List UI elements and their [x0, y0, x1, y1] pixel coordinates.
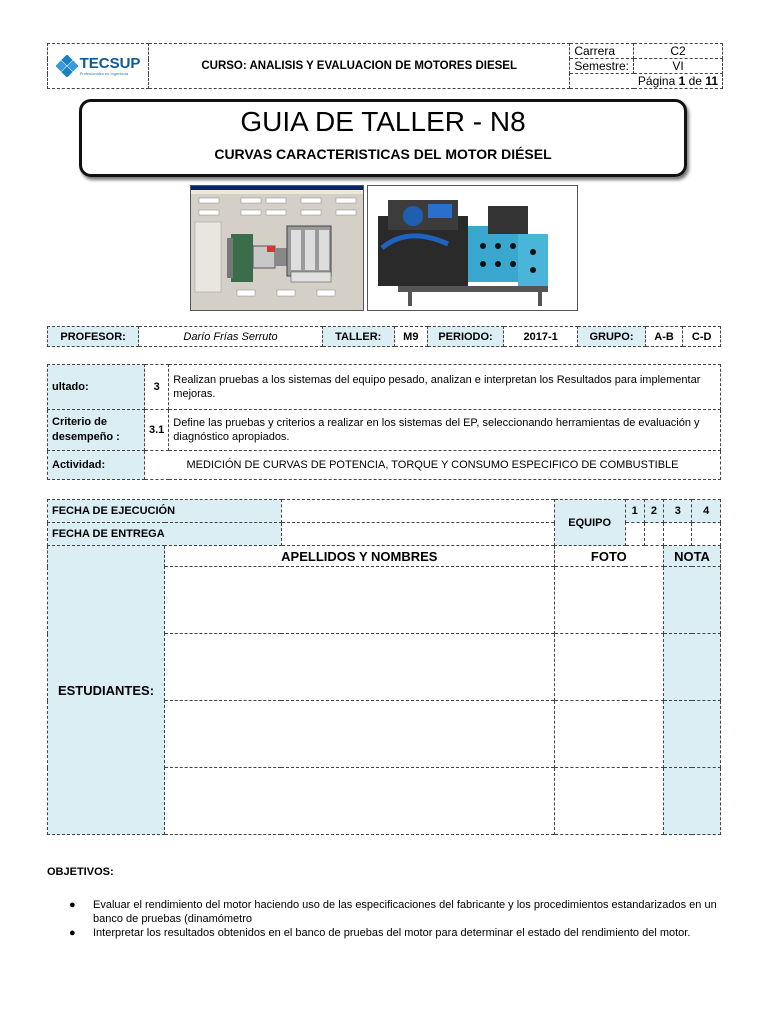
equipo-num-1: 1: [625, 500, 644, 523]
logo-tagline: Profesionales en Ingeniería: [79, 71, 129, 76]
student-photo-1[interactable]: [554, 567, 663, 634]
student-grade-1[interactable]: [664, 567, 721, 634]
resultado-label: ultado:: [48, 365, 145, 410]
objective-text-1: Evaluar el rendimiento del motor haciendo uso de las especificaciones del fabricante y los procedimientos estandarizados en un banco de pruebas (dinamómetro: [93, 899, 717, 925]
bullet-icon: ●: [69, 899, 76, 911]
logo-mark-icon: [56, 55, 78, 77]
profesor-value: Darío Frías Serruto: [139, 327, 323, 347]
actividad-label: Actividad:: [48, 451, 145, 480]
page-mid: de: [685, 74, 706, 88]
resultado-number: 3: [145, 365, 169, 410]
student-name-4[interactable]: [165, 768, 555, 835]
fecha-ejecucion-label: FECHA DE EJECUCIÓN: [48, 500, 282, 523]
equipo-check-1[interactable]: [625, 523, 644, 546]
tecsup-logo: [52, 55, 144, 77]
logo-text: TECSUP: [79, 55, 141, 72]
carrera-label: Carrera: [570, 44, 634, 59]
guide-subtitle: CURVAS CARACTERISTICAS DEL MOTOR DIÉSEL: [214, 146, 552, 162]
periodo-value: 2017-1: [504, 327, 578, 347]
equipo-check-3[interactable]: [664, 523, 692, 546]
student-photo-3[interactable]: [554, 701, 663, 768]
carrera-value: C2: [634, 44, 723, 59]
student-photo-4[interactable]: [554, 768, 663, 835]
resultado-text: Realizan pruebas a los sistemas del equipo pesado, analizan e interpretan los Resultados para implementar mejoras.: [169, 365, 721, 410]
student-name-1[interactable]: [165, 567, 555, 634]
student-photo-2[interactable]: [554, 634, 663, 701]
equipo-check-2[interactable]: [644, 523, 663, 546]
fecha-entrega-value[interactable]: [281, 523, 554, 546]
equipo-label: EQUIPO: [554, 500, 625, 546]
results-table: [47, 364, 721, 480]
profesor-label: PROFESOR:: [48, 327, 139, 347]
taller-label: TALLER:: [322, 327, 394, 347]
equipo-num-2: 2: [644, 500, 663, 523]
info-bar: [47, 326, 721, 347]
col-apellidos-nombres: APELLIDOS Y NOMBRES: [165, 546, 555, 567]
grupo-a-value: A-B: [645, 327, 683, 347]
equipo-num-4: 4: [692, 500, 721, 523]
student-name-2[interactable]: [165, 634, 555, 701]
criterio-number: 3.1: [145, 410, 169, 451]
objectives-title: OBJETIVOS:: [47, 866, 114, 878]
criterio-label: Criterio de desempeño :: [48, 410, 145, 451]
dyno-software-image: [190, 185, 364, 311]
objective-item: [47, 898, 717, 926]
logo-cell: [48, 44, 149, 89]
page-prefix: Página: [637, 74, 679, 88]
equipo-check-4[interactable]: [692, 523, 721, 546]
student-grade-2[interactable]: [664, 634, 721, 701]
objectives-section: [47, 866, 717, 940]
taller-value: M9: [394, 327, 427, 347]
student-grade-3[interactable]: [664, 701, 721, 768]
equipo-num-3: 3: [664, 500, 692, 523]
col-foto: FOTO: [554, 546, 663, 567]
title-box: [79, 99, 687, 177]
student-grade-4[interactable]: [664, 768, 721, 835]
semestre-label: Semestre:: [570, 59, 634, 74]
page-counter: [570, 74, 723, 89]
fecha-entrega-label: FECHA DE ENTREGA: [48, 523, 282, 546]
fecha-ejecucion-value[interactable]: [281, 500, 554, 523]
course-title: CURSO: ANALISIS Y EVALUACION DE MOTORES DIESEL: [149, 44, 570, 89]
criterio-text: Define las pruebas y criterios a realizar en los sistemas del EP, seleccionando herramientas de evaluación y diagnóstico apropiados.: [169, 410, 721, 451]
page-total: 11: [705, 74, 718, 88]
objective-item: [47, 926, 717, 940]
estudiantes-label: ESTUDIANTES:: [48, 546, 165, 835]
engine-photo-image: [367, 185, 578, 311]
semestre-value: VI: [634, 59, 723, 74]
document-header: [47, 43, 723, 89]
grupo-label: GRUPO:: [578, 327, 646, 347]
bullet-icon: ●: [69, 927, 76, 939]
guide-title: GUIA DE TALLER - N8: [240, 106, 526, 137]
page-number: 1: [678, 74, 686, 88]
actividad-text: MEDICIÓN DE CURVAS DE POTENCIA, TORQUE Y CONSUMO ESPECIFICO DE COMBUSTIBLE: [145, 451, 721, 480]
objective-text-2: Interpretar los resultados obtenidos en el banco de pruebas del motor para determinar el estado del rendimiento del motor.: [93, 927, 691, 939]
students-table: [47, 499, 721, 835]
periodo-label: PERIODO:: [427, 327, 503, 347]
student-name-3[interactable]: [165, 701, 555, 768]
col-nota: NOTA: [664, 546, 721, 567]
grupo-b-value: C-D: [683, 327, 721, 347]
